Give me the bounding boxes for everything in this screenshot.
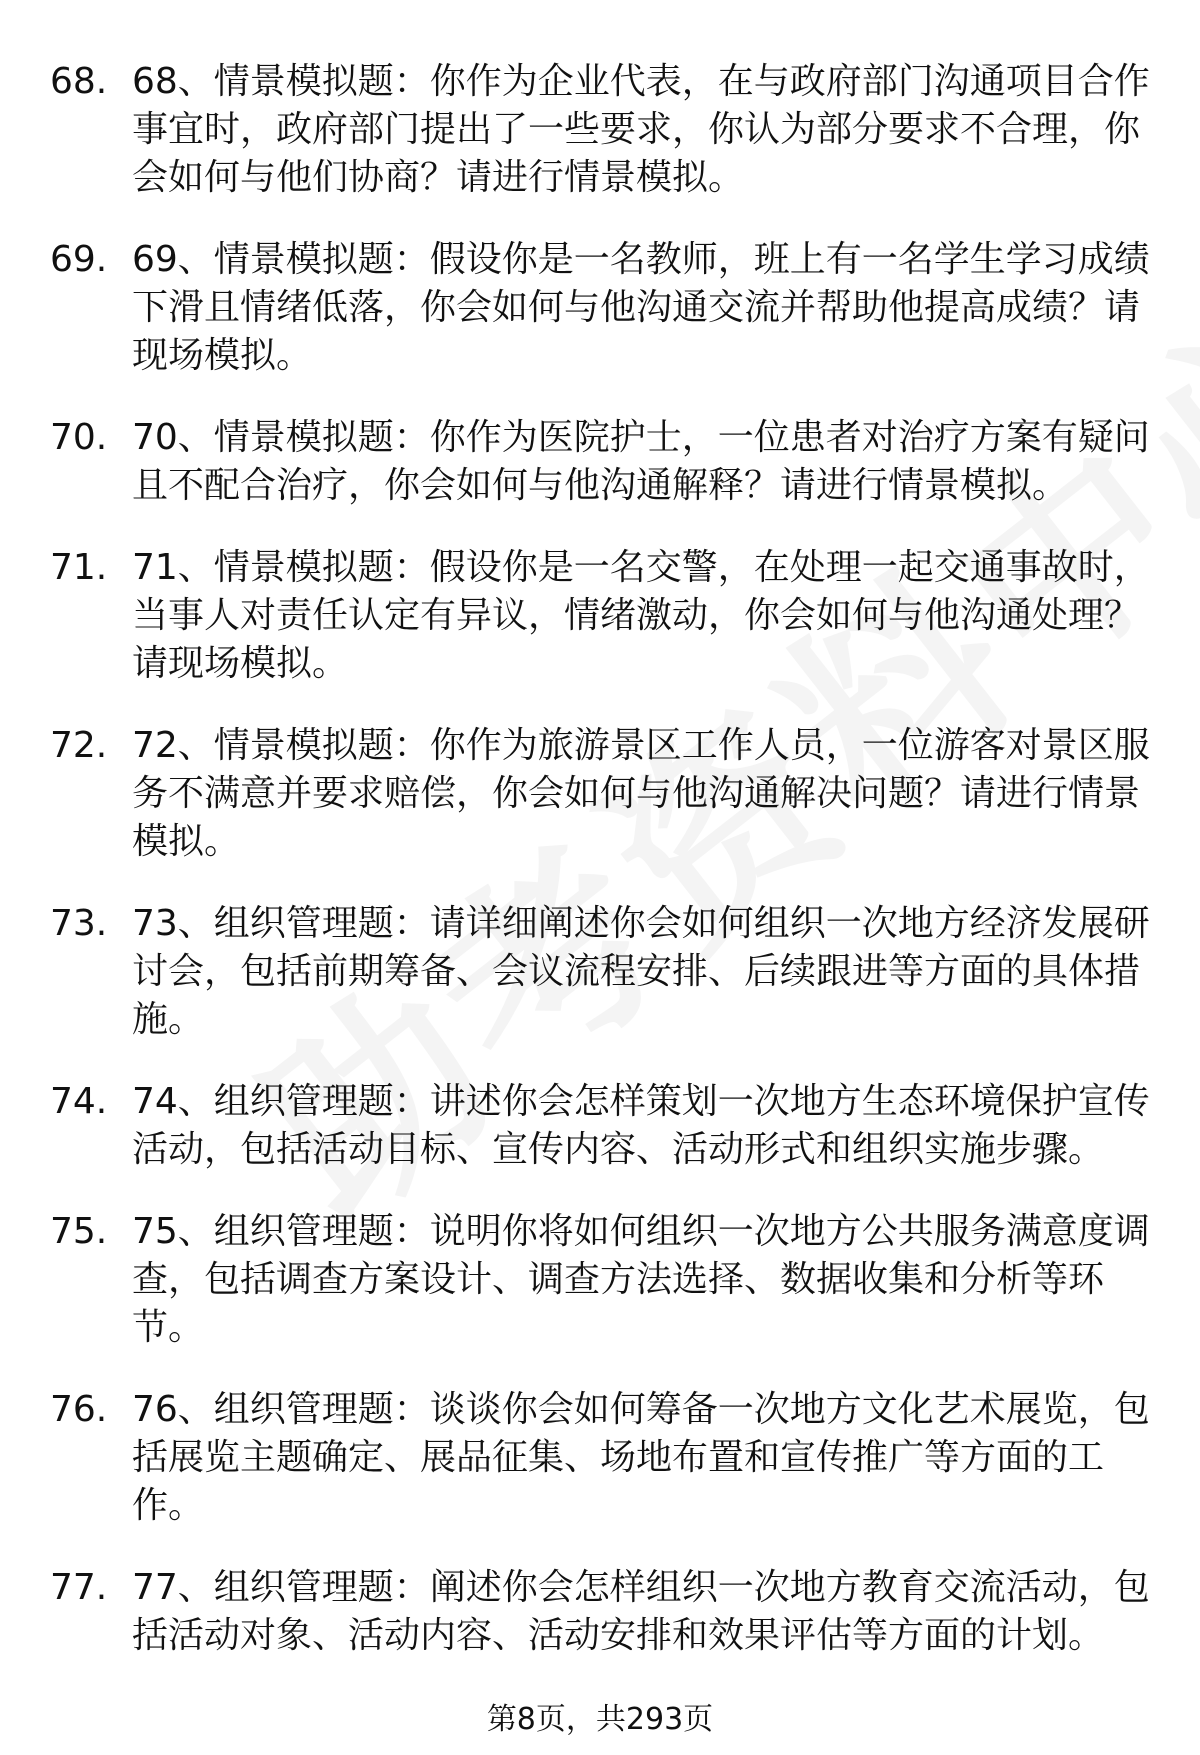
item-text: 72、情景模拟题：你作为旅游景区工作人员，一位游客对景区服务不满意并要求赔偿，你会如何与他沟通解决问题？请进行情景模拟。 xyxy=(132,725,1150,862)
item-text: 77、组织管理题：阐述你会怎样组织一次地方教育交流活动，包括活动对象、活动内容、活动安排和效果评估等方面的计划。 xyxy=(132,1567,1150,1656)
item-number: 74. xyxy=(50,1081,108,1122)
list-item xyxy=(50,414,1160,510)
item-text: 76、组织管理题：谈谈你会如何筹备一次地方文化艺术展览，包括展览主题确定、展品征集、场地布置和宣传推广等方面的工作。 xyxy=(132,1389,1150,1526)
item-text: 74、组织管理题：讲述你会怎样策划一次地方生态环境保护宣传活动，包括活动目标、宣传内容、活动形式和组织实施步骤。 xyxy=(132,1081,1150,1170)
item-text: 73、组织管理题：请详细阐述你会如何组织一次地方经济发展研讨会，包括前期筹备、会议流程安排、后续跟进等方面的具体措施。 xyxy=(132,903,1150,1040)
item-number: 68. xyxy=(50,61,108,102)
item-text: 70、情景模拟题：你作为医院护士，一位患者对治疗方案有疑问且不配合治疗，你会如何与他沟通解释？请进行情景模拟。 xyxy=(132,417,1150,506)
item-number: 70. xyxy=(50,417,108,458)
item-text: 75、组织管理题：说明你将如何组织一次地方公共服务满意度调查，包括调查方案设计、调查方法选择、数据收集和分析等环节。 xyxy=(132,1211,1150,1348)
item-text: 69、情景模拟题：假设你是一名教师，班上有一名学生学习成绩下滑且情绪低落，你会如何与他沟通交流并帮助他提高成绩？请现场模拟。 xyxy=(132,239,1150,376)
list-item xyxy=(50,1078,1160,1174)
list-item xyxy=(50,1208,1160,1352)
item-text: 71、情景模拟题：假设你是一名交警，在处理一起交通事故时，当事人对责任认定有异议，情绪激动，你会如何与他沟通处理？请现场模拟。 xyxy=(132,547,1150,684)
item-number: 71. xyxy=(50,547,108,588)
list-item xyxy=(50,1386,1160,1530)
item-text: 68、情景模拟题：你作为企业代表，在与政府部门沟通项目合作事宜时，政府部门提出了一些要求，你认为部分要求不合理，你会如何与他们协商？请进行情景模拟。 xyxy=(132,61,1150,198)
item-number: 72. xyxy=(50,725,108,766)
list-item xyxy=(50,236,1160,380)
item-number: 73. xyxy=(50,903,108,944)
list-item xyxy=(50,900,1160,1044)
question-list xyxy=(50,58,1160,1694)
list-item xyxy=(50,58,1160,202)
item-number: 75. xyxy=(50,1211,108,1252)
list-item xyxy=(50,722,1160,866)
page-footer: 第8页，共293页 xyxy=(486,1702,714,1737)
list-item xyxy=(50,1564,1160,1660)
item-number: 69. xyxy=(50,239,108,280)
item-number: 77. xyxy=(50,1567,108,1608)
item-number: 76. xyxy=(50,1389,108,1430)
list-item xyxy=(50,544,1160,688)
